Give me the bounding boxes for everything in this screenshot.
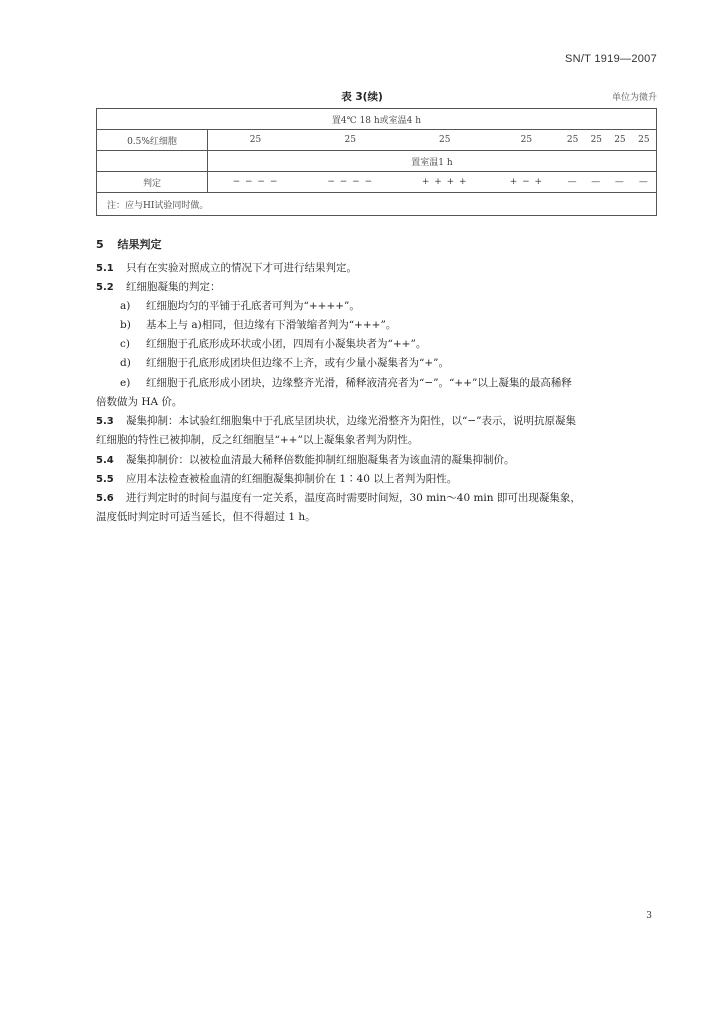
standing-row (97, 151, 657, 172)
sub-item-b (120, 318, 680, 332)
rbc-cell: 25 (561, 130, 585, 151)
clause-number: 5.3 (96, 416, 114, 427)
clause-text: 红细胞凝集的判定： (126, 281, 221, 293)
judge-cell: − − − − (303, 172, 397, 193)
clause-5-4 (96, 453, 656, 468)
rbc-cell: 25 (492, 130, 561, 151)
item-text: 红细胞均匀的平铺于孔底者可判为“++++”。 (146, 300, 360, 312)
judge-cell: — (561, 172, 585, 193)
judge-row-label: 判定 (97, 172, 208, 193)
rbc-cell: 25 (584, 130, 608, 151)
rbc-cell: 25 (397, 130, 491, 151)
section-heading (96, 236, 162, 252)
judge-cell: — (632, 172, 657, 193)
rbc-row (97, 130, 657, 151)
clause-5-2 (96, 280, 656, 295)
clause-number: 5.4 (96, 455, 114, 466)
clause-text: 进行判定时的时间与温度有一定关系，温度高时需要时间短，30 min～40 min 即可出现凝集象， (126, 492, 581, 504)
section-number: 5 (96, 238, 104, 251)
clause-number: 5.1 (96, 263, 114, 274)
sub-item-c (120, 337, 680, 351)
sub-item-e (120, 376, 680, 390)
results-table (96, 108, 657, 216)
judge-cell: + − + (492, 172, 561, 193)
clause-text: 只有在实验对照成立的情况下才可进行结果判定。 (126, 262, 357, 274)
rbc-cell: 25 (303, 130, 397, 151)
continuation-line: 温度低时判定时可适当延长，但不得超过 1 h。 (96, 511, 316, 523)
item-letter: e) (120, 377, 131, 389)
item-letter: c) (120, 338, 130, 350)
unit-note: 单位为微升 (611, 93, 657, 103)
sub-item-d (120, 356, 680, 370)
item-text: 基本上与 a)相同，但边缘有下滑皱缩者判为“+++”。 (146, 319, 397, 331)
incubation-row (97, 109, 657, 130)
rbc-cell: 25 (608, 130, 632, 151)
judge-cell: − − − − (208, 172, 304, 193)
item-text: 红细胞于孔底形成环状或小团，四周有小凝集块者为“++”。 (146, 338, 427, 350)
rbc-cell: 25 (632, 130, 657, 151)
note-row (97, 193, 657, 216)
rbc-cell: 25 (208, 130, 304, 151)
clause-5-3 (96, 414, 656, 429)
judge-cell: — (584, 172, 608, 193)
rbc-row-label: 0.5%红细胞 (97, 130, 208, 151)
item-letter: b) (120, 319, 131, 331)
item-text: 红细胞于孔底形成小团块，边缘整齐光滑，稀释液清亮者为“−”。“++”以上凝集的最高稀释 (146, 377, 572, 389)
standing-label: 置室温1 h (208, 151, 657, 172)
item-letter: a) (120, 300, 131, 312)
judge-cell: — (608, 172, 632, 193)
page-number: 3 (646, 911, 652, 921)
judge-cell: + + + + (397, 172, 491, 193)
clause-text: 应用本法检查被检血清的红细胞凝集抑制价在 1∶40 以上者判为阳性。 (126, 473, 458, 485)
clause-5-5 (96, 472, 656, 487)
clause-number: 5.6 (96, 493, 114, 504)
incubation-label: 置4℃ 18 h或室温4 h (97, 109, 657, 130)
table-caption: 表 3(续) (341, 91, 383, 103)
judge-row (97, 172, 657, 193)
continuation-line: 红细胞的特性已被抑制，反之红细胞呈“++”以上凝集象者判为阴性。 (96, 434, 419, 446)
table-note: 注：应与HI试验同时做。 (97, 193, 657, 216)
section-title: 结果判定 (117, 238, 162, 251)
clause-text: 凝集抑制：本试验红细胞集中于孔底呈团块状，边缘光滑整齐为阳性，以“−”表示，说明抗原凝集 (126, 415, 577, 427)
clause-number: 5.2 (96, 282, 114, 293)
standard-code-header: SN/T 1919—2007 (564, 53, 657, 65)
item-text: 红细胞于孔底形成团块但边缘不上齐，或有少量小凝集者为“+”。 (146, 357, 450, 369)
clause-5-6 (96, 491, 656, 506)
clause-number: 5.5 (96, 474, 114, 485)
clause-text: 凝集抑制价：以被检血清最大稀释倍数能抑制红细胞凝集者为该血清的凝集抑制价。 (126, 454, 515, 466)
sub-item-a (120, 299, 680, 313)
item-letter: d) (120, 357, 131, 369)
clause-5-1 (96, 261, 656, 276)
continuation-line: 倍数做为 HA 价。 (96, 396, 183, 408)
